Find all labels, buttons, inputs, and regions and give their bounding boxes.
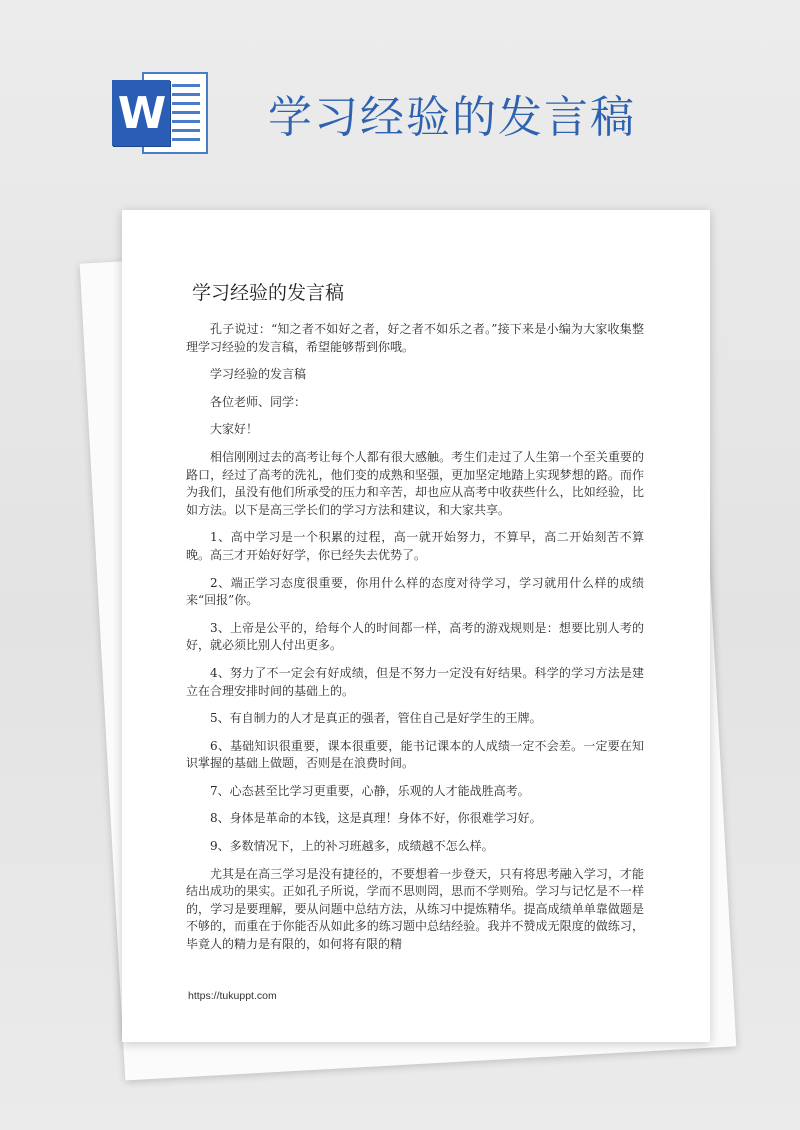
paragraph-point-9: 9、多数情况下，上的补习班越多，成绩越不怎么样。 [210, 839, 494, 854]
paragraph-point-4: 4、努力了不一定会有好成绩，但是不努力一定没有好结果。科学的学习方法是建立在合理安排时间的基础上的。 [186, 665, 644, 698]
paragraph-point-8: 8、身体是革命的本钱，这是真理！身体不好，你很难学习好。 [210, 811, 542, 826]
paragraph-intro: 孔子说过：“知之者不如好之者，好之者不如乐之者。”接下来是小编为大家收集整理学习经验的发言稿，希望能够帮到你哦。 [186, 322, 644, 354]
paragraph-salutation: 各位老师、同学： [210, 394, 307, 409]
paragraph-body: 相信刚刚过去的高考让每个人都有很大感触。考生们走过了人生第一个至关重要的路口，经过了高考的洗礼，他们变的成熟和坚强，更加坚定地踏上实现梦想的路。而作为我们，虽没有他们所承受的压力和辛苦，却也应从高考中收获些什么，比如经验，比如方法。以下是高三学长们的学习方法和建议，和大家共享。 [186, 449, 644, 517]
paragraph-point-6: 6、基础知识很重要，课本很重要，能书记课本的人成绩一定不会差。一定要在知识掌握的基础上做题，否则是在浪费时间。 [186, 738, 644, 771]
paragraph-point-3: 3、上帝是公平的，给每个人的时间都一样，高考的游戏规则是：想要比别人考的好，就必须比别人付出更多。 [186, 620, 644, 653]
header-title: 学习经验的发言稿 [268, 92, 636, 143]
paragraph-point-5: 5、有自制力的人才是真正的强者，管住自己是好学生的王牌。 [210, 711, 542, 726]
document-title: 学习经验的发言稿 [192, 282, 345, 304]
paragraph-conclusion: 尤其是在高三学习是没有捷径的，不要想着一步登天，只有将思考融入学习，才能结出成功的果实。正如孔子所说，学而不思则罔，思而不学则殆。学习与记忆是不一样的，学习是要理解，要从问题中总结方法，从练习中提炼精华。提高成绩单单靠做题是不够的，而重在于你能否从如此多的练习题中总结经验。我并不赞成无限度的做练习，毕竟人的精力是有限的，如何将有限的精 [186, 866, 644, 952]
document-page [122, 210, 710, 1042]
footer-url: https://tukuppt.com [188, 990, 277, 1002]
paragraph-subtitle: 学习经验的发言稿 [210, 367, 307, 382]
word-logo-icon [112, 66, 212, 160]
paragraph-point-7: 7、心态甚至比学习更重要，心静，乐观的人才能战胜高考。 [210, 783, 530, 798]
paragraph-point-1: 1、高中学习是一个积累的过程，高一就开始努力，不算早，高二开始刻苦不算晚。高三才开始好好学，你已经失去优势了。 [186, 530, 644, 562]
paragraph-greeting: 大家好！ [210, 422, 259, 437]
word-letter-badge: W [112, 80, 170, 146]
document-body [186, 321, 644, 964]
header [0, 0, 800, 200]
paragraph-point-2: 2、端正学习态度很重要，你用什么样的态度对待学习，学习就用什么样的成绩来“回报”你。 [186, 575, 644, 608]
